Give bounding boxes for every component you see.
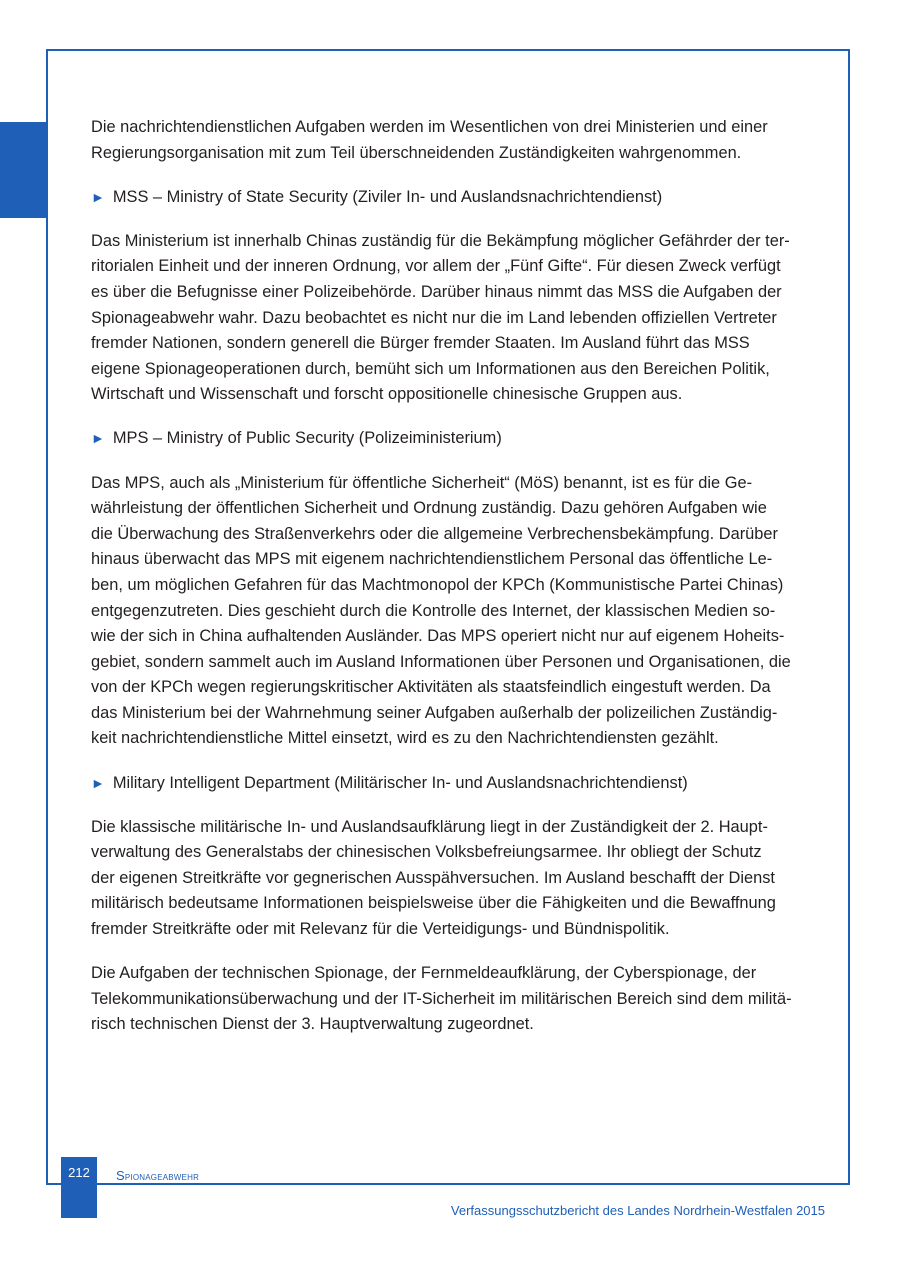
publication-title: Verfassungsschutzbericht des Landes Nordrhein-Westfalen 2015: [450, 1203, 825, 1218]
text-line: Telekommunikationsüberwachung und der IT-Sicherheit im militärischen Bereich sind dem militä-: [91, 989, 792, 1008]
text-line: währleistung der öffentlichen Sicherheit und Ordnung zuständig. Dazu gehören Aufgaben wie: [91, 499, 767, 518]
text-line: Die nachrichtendienstlichen Aufgaben werden im Wesentlichen von drei Ministerien und einer: [91, 118, 768, 136]
text-line: wie der sich in China aufhaltenden Ausländer. Das MPS operiert nicht nur auf eigenem Hoheits-: [91, 627, 785, 646]
text-line: eigene Spionageoperationen durch, bemüht sich um Informationen aus den Bereichen Politik,: [91, 359, 770, 378]
text-line: Das Ministerium ist innerhalb Chinas zuständig für die Bekämpfung möglicher Gefährder der ter-: [91, 231, 790, 250]
mid-paragraph: [91, 815, 851, 943]
text-line: risch technischen Dienst der 3. Hauptverwaltung zugeordnet.: [91, 1015, 534, 1034]
mid-heading-text: Military Intelligent Department (Militärischer In- und Auslandsnachrichtendienst): [112, 773, 688, 792]
text-line: Die klassische militärische In- und Auslandsaufklärung liegt in der Zuständigkeit der 2. Haupt-: [91, 817, 768, 836]
text-line: ritorialen Einheit und der inneren Ordnung, vor allem der „Fünf Gifte“. Für diesen Zweck verfügt: [91, 257, 781, 276]
text-line: verwaltung des Generalstabs der chinesischen Volksbefreiungsarmee. Ihr obliegt der Schutz: [91, 843, 762, 862]
page-number: 212: [68, 1165, 90, 1180]
text-line: militärisch bedeutsame Informationen beispielsweise über die Fähigkeiten und die Bewaffnung: [91, 894, 776, 913]
mps-heading-text: MPS – Ministry of Public Security (Polizeiministerium): [112, 429, 502, 448]
text-line: entgegenzutreten. Dies geschieht durch die Kontrolle des Internet, der klassischen Medien so-: [91, 601, 776, 620]
text-line: gebiet, sondern sammelt auch im Ausland Informationen über Personen und Organisationen, die: [91, 652, 791, 671]
text-line: es über die Befugnisse einer Polizeibehörde. Darüber hinaus nimmt das MSS die Aufgaben der: [91, 282, 782, 301]
intro-paragraph: [91, 115, 851, 166]
mss-heading-text: MSS – Ministry of State Security (Ziviler In- und Auslandsnachrichtendienst): [112, 187, 663, 206]
mss-paragraph: [91, 229, 851, 408]
page-number-box: [61, 1157, 97, 1218]
text-line: das Ministerium bei der Wahrnehmung seiner Aufgaben außerhalb der polizeilichen Zuständig-: [91, 703, 778, 722]
section-title: Spionageabwehr: [116, 1168, 200, 1183]
mps-heading: [91, 426, 851, 452]
text-line: Regierungsorganisation mit zum Teil überschneidenden Zuständigkeiten wahrgenommen.: [91, 143, 742, 162]
text-line: Spionageabwehr wahr. Dazu beobachtet es nicht nur die im Land lebenden offiziellen Vertreter: [91, 308, 777, 327]
text-line: fremder Streitkräfte oder mit Relevanz für die Verteidigungs- und Bündnispolitik.: [91, 920, 670, 939]
text-line: von der KPCh wegen regierungskritischer Aktivitäten als staatsfeindlich eingestuft werden. Da: [91, 678, 771, 697]
side-tab-marker: [0, 122, 46, 218]
text-line: hinaus überwacht das MPS mit eigenem nachrichtendienstlichem Personal das öffentliche Le-: [91, 550, 773, 569]
mid-heading: [91, 771, 851, 797]
mps-paragraph: [91, 471, 851, 753]
text-line: keit nachrichtendienstliche Mittel einsetzt, wird es zu den Nachrichtendiensten gezählt.: [91, 729, 719, 748]
tech-paragraph: [91, 961, 851, 1038]
text-line: Die Aufgaben der technischen Spionage, der Fernmeldeaufklärung, der Cyberspionage, der: [91, 964, 757, 983]
bullet-arrow-icon: ►: [91, 430, 105, 447]
text-line: der eigenen Streitkräfte vor gegnerischen Ausspähversuchen. Im Ausland beschafft der Dienst: [91, 868, 775, 887]
text-line: Wirtschaft und Wissenschaft und forscht oppositionelle chinesische Gruppen aus.: [91, 385, 683, 404]
page-body: [91, 115, 851, 1056]
bullet-arrow-icon: ►: [91, 774, 105, 791]
text-line: Das MPS, auch als „Ministerium für öffentliche Sicherheit“ (MöS) benannt, ist es für die Ge-: [91, 473, 753, 492]
bullet-arrow-icon: ►: [91, 188, 105, 205]
text-line: die Überwachung des Straßenverkehrs oder die allgemeine Verbrechensbekämpfung. Darüber: [91, 524, 778, 543]
mss-heading: [91, 185, 851, 211]
text-line: fremder Nationen, sondern generell die Bürger fremder Staaten. Im Ausland führt das MSS: [91, 334, 750, 353]
text-line: ben, um möglichen Gefahren für das Machtmonopol der KPCh (Kommunistische Partei Chinas): [91, 575, 784, 594]
